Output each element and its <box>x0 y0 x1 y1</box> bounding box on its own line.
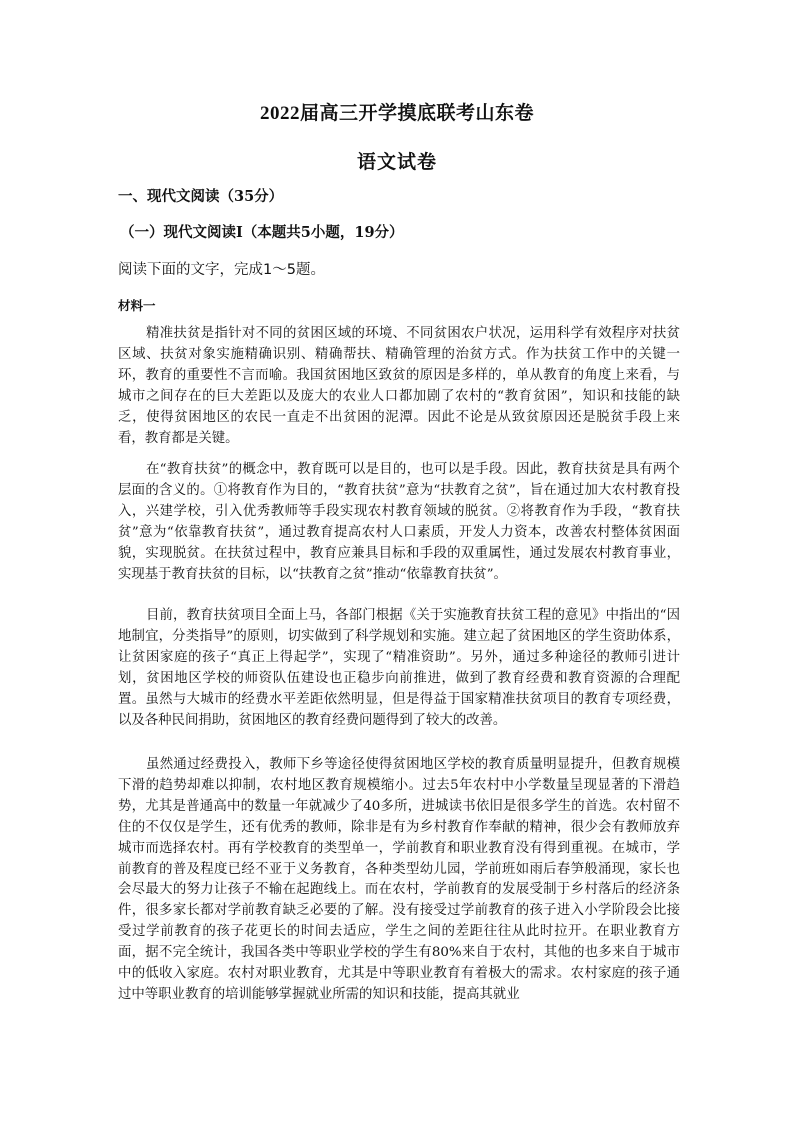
material-label: 材料一 <box>118 298 156 313</box>
exam-title: 2022届高三开学摸底联考山东卷 <box>259 103 534 124</box>
reading-instruction: 阅读下面的文字，完成1～5题。 <box>118 262 325 278</box>
section-heading: 一、现代文阅读（35分） <box>118 188 284 205</box>
paragraph: 虽然通过经费投入，教师下乡等途径使得贫困地区学校的教育质量明显提升，但教育规模下滑的趋势却难以抑制，农村地区教育规模缩小。过去5年农村中小学数量呈现显著的下滑趋势，尤其是普通高中的数量一年就减少了40多所，进城读书依旧是很多学生的首选。农村留不住的不仅仅是学生，还有优秀的教师，除非是有为乡村教育作奉献的精神，很少会有教师放弃城市而选择农村。再有学校教育的类型单一，学前教育和职业教育没有得到重视。在城市，学前教育的普及程度已经不亚于义务教育，各种类型幼儿园，学前班如雨后春笋般涌现，家长也会尽最大的努力让孩子不输在起跑线上。而在农村，学前教育的发展受制于乡村落后的经济条件，很多家长都对学前教育缺乏必要的了解。没有接受过学前教育的孩子进入小学阶段会比接受过学前教育的孩子花更长的时间去适应，学生之间的差距往往从此时拉开。在职业教育方面，据不完全统计，我国各类中等职业学校的学生有80%来自于农村，其他的也多来自于城市中的低收入家庭。农村对职业教育，尤其是中等职业教育有着极大的需求。农村家庭的孩子通过中等职业教育的培训能够掌握就业所需的知识和技能，提高其就业 <box>118 757 680 1002</box>
paragraph: 在“教育扶贫”的概念中，教育既可以是目的，也可以是手段。因此，教育扶贫是具有两个层面的含义的。①将教育作为目的，“教育扶贫”意为“扶教育之贫”，旨在通过加大农村教育投入，兴建学校，引入优秀教师等手段实现农村教育领域的脱贫。②将教育作为手段，“教育扶贫”意为“依靠教育扶贫”，通过教育提高农村人口素质，开发人力资本，改善农村整体贫困面貌，实现脱贫。在扶贫过程中，教育应兼具目标和手段的双重属性，通过发展农村教育事业，实现基于教育扶贫的目标，以“扶教育之贫”推动“依靠教育扶贫”。 <box>118 462 680 582</box>
exam-subtitle: 语文试卷 <box>356 152 437 173</box>
subsection-heading: （一）现代文阅读Ⅰ（本题共5小题，19分） <box>120 224 404 241</box>
paragraph: 目前，教育扶贫项目全面上马，各部门根据《关于实施教育扶贫工程的意见》中指出的“因地制宜，分类指导”的原则，切实做到了科学规划和实施。建立起了贫困地区的学生资助体系，让贫困家庭的孩子“真正上得起学”，实现了“精准资助”。另外，通过多种途径的教师引进计划，贫困地区学校的师资队伍建设也正稳步向前推进，做到了教育经费和教育资源的合理配置。虽然与大城市的经费水平差距依然明显，但是得益于国家精准扶贫项目的教育专项经费，以及各种民间捐助，贫困地区的教育经费问题得到了较大的改善。 <box>118 608 680 728</box>
paragraph: 精准扶贫是指针对不同的贫困区域的环境、不同贫困农户状况，运用科学有效程序对扶贫区域、扶贫对象实施精确识别、精确帮扶、精确管理的治贫方式。作为扶贫工作中的关键一环，教育的重要性不言而喻。我国贫困地区致贫的原因是多样的，单从教育的角度上来看，与城市之间存在的巨大差距以及庞大的农业人口都加剧了农村的“教育贫困”，知识和技能的缺乏，使得贫困地区的农民一直走不出贫困的泥潭。因此不论是从致贫原因还是脱贫手段上来看，教育都是关键。 <box>118 326 680 446</box>
